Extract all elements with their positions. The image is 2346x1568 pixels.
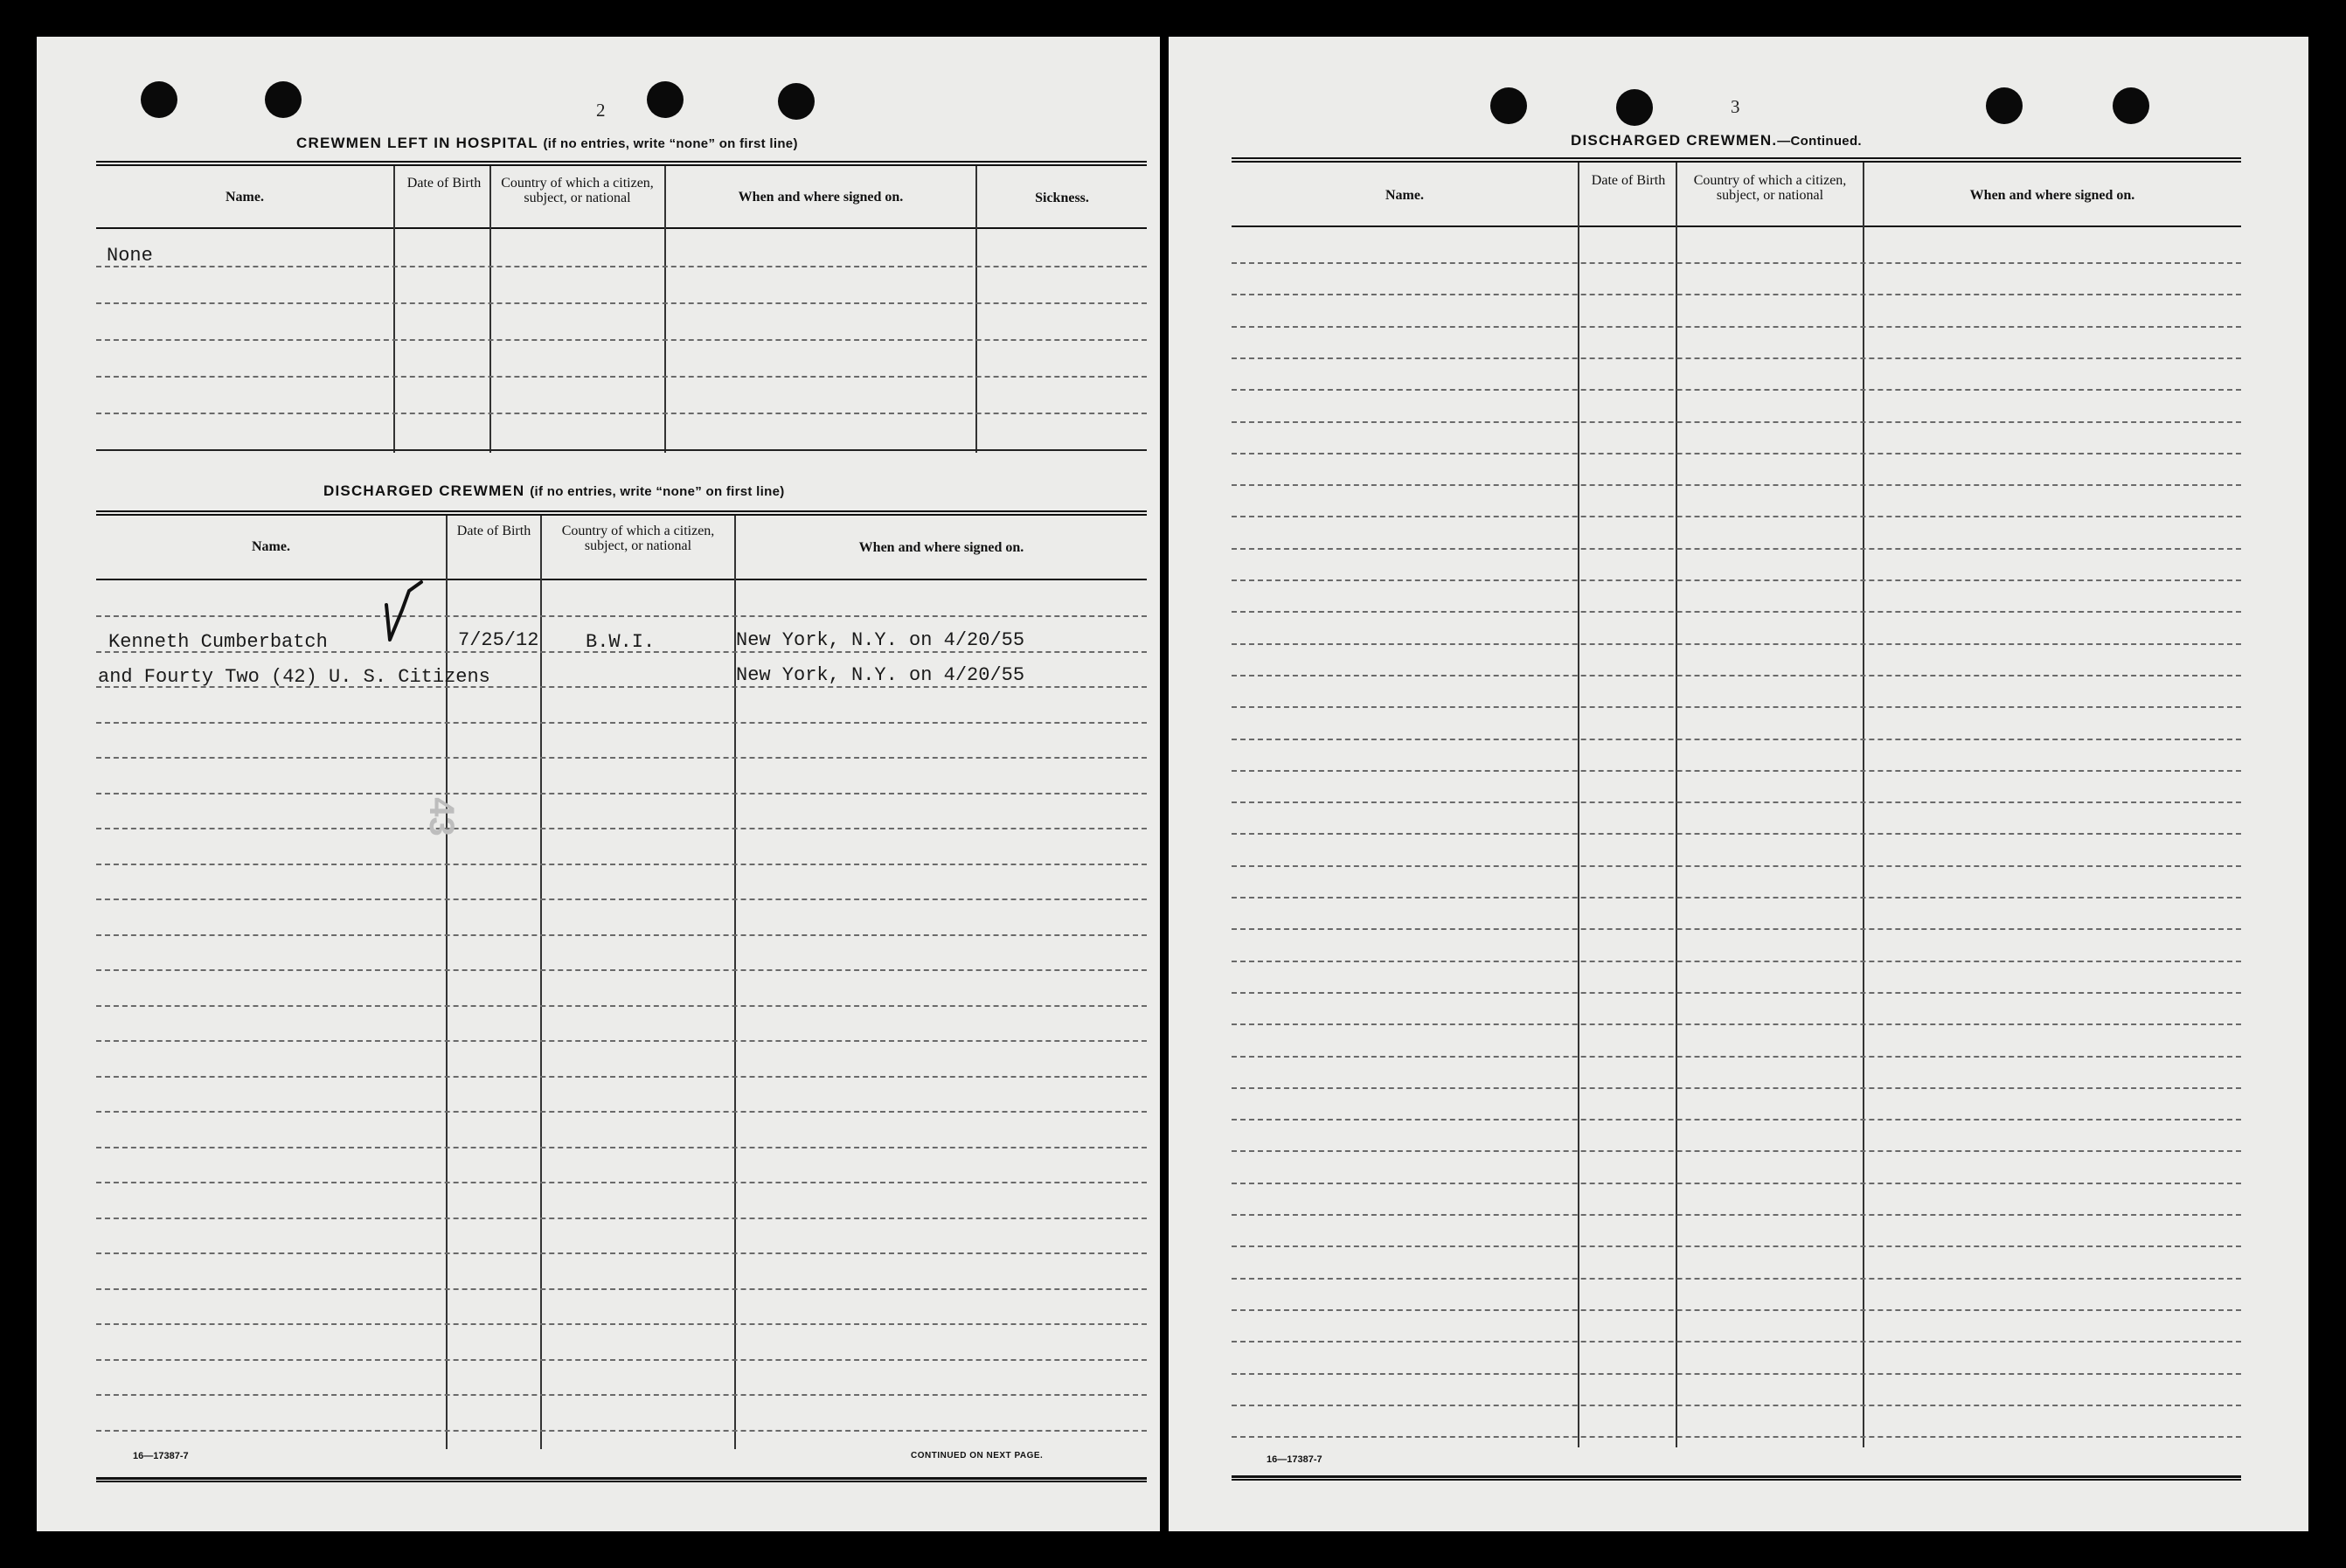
- col-header-country: Country of which a citizen, subject, or national: [1693, 173, 1847, 203]
- ruled-line: [1232, 389, 2241, 391]
- punch-hole: [778, 83, 815, 120]
- ruled-line: [1232, 421, 2241, 423]
- ruled-line: [96, 1359, 1147, 1361]
- punch-hole: [1616, 89, 1653, 126]
- discharged-continued-table: [1232, 157, 2241, 1486]
- ruled-line: [1232, 1056, 2241, 1058]
- checkmark-icon: [383, 579, 427, 649]
- ruled-line: [1232, 1150, 2241, 1152]
- ruled-line: [1232, 1405, 2241, 1406]
- ruled-line: [96, 1394, 1147, 1396]
- ruled-line: [1232, 865, 2241, 867]
- crewman-signed-on: New York, N.Y. on 4/20/55: [736, 664, 1025, 686]
- ruled-line: [1232, 928, 2241, 930]
- left-page: [37, 37, 1160, 1531]
- punch-hole: [265, 81, 302, 118]
- discharged-title: DISCHARGED CREWMEN: [323, 482, 525, 499]
- ruled-line: [1232, 1341, 2241, 1343]
- hospital-subtitle: (if no entries, write “none” on first line): [543, 136, 798, 151]
- ruled-line: [96, 1323, 1147, 1325]
- ruled-line: [1232, 1119, 2241, 1120]
- punch-hole: [2113, 87, 2149, 124]
- punch-hole: [1490, 87, 1527, 124]
- ruled-line: [96, 898, 1147, 900]
- col-header-dob: Date of Birth: [456, 524, 531, 538]
- ruled-line: [96, 969, 1147, 971]
- discharged-title: DISCHARGED CREWMEN.: [1571, 132, 1778, 149]
- col-header-dob: Date of Birth: [1591, 173, 1666, 188]
- ruled-line: [96, 1182, 1147, 1183]
- punch-hole: [1986, 87, 2023, 124]
- col-header-name: Name.: [1385, 188, 1424, 203]
- discharged-section-title: [323, 482, 785, 500]
- col-header-name: Name.: [226, 190, 264, 205]
- ruled-line: [1232, 1309, 2241, 1311]
- col-header-signed-on: When and where signed on.: [858, 540, 1024, 555]
- form-code: 16—17387-7: [133, 1451, 189, 1461]
- continued-suffix: —Continued.: [1777, 134, 1862, 149]
- ruled-line: [1232, 1023, 2241, 1025]
- discharged-continued-title: [1571, 132, 1862, 149]
- ruled-line: [1232, 611, 2241, 613]
- ruled-line: [96, 793, 1147, 794]
- page-number: 3: [1731, 96, 1740, 117]
- crewman-name: and Fourty Two (42) U. S. Citizens: [98, 666, 490, 688]
- col-header-country: Country of which a citizen, subject, or national: [561, 524, 715, 553]
- discharged-table: [96, 510, 1147, 1463]
- ruled-line: [1232, 357, 2241, 359]
- ruled-line: [96, 934, 1147, 936]
- ruled-line: [96, 615, 1147, 617]
- form-code: 16—17387-7: [1267, 1454, 1322, 1465]
- ruled-line: [1232, 1087, 2241, 1089]
- hospital-title: CREWMEN LEFT IN HOSPITAL: [296, 135, 538, 151]
- discharged-subtitle: (if no entries, write “none” on first line): [530, 484, 785, 499]
- ruled-line: [1232, 548, 2241, 550]
- ruled-line: [96, 1111, 1147, 1113]
- ruled-line: [1232, 897, 2241, 898]
- ruled-line: [1232, 1278, 2241, 1280]
- ruled-line: [1232, 770, 2241, 772]
- ruled-line: [1232, 961, 2241, 962]
- ruled-line: [96, 1147, 1147, 1148]
- ruled-line: [1232, 294, 2241, 295]
- ruled-line: [96, 828, 1147, 829]
- ruled-line: [96, 1252, 1147, 1254]
- ruled-line: [96, 1218, 1147, 1219]
- ruled-line: [1232, 453, 2241, 454]
- ruled-line: [96, 1076, 1147, 1078]
- hospital-entry-none: None: [107, 245, 153, 267]
- crewman-country: B.W.I.: [586, 631, 656, 653]
- ruled-line: [1232, 675, 2241, 676]
- crewman-name: Kenneth Cumberbatch: [108, 631, 328, 653]
- page-number: 2: [596, 100, 606, 121]
- ruled-line: [1232, 801, 2241, 803]
- right-page: [1169, 37, 2308, 1531]
- ruled-line: [1232, 1245, 2241, 1247]
- ruled-line: [1232, 833, 2241, 835]
- hospital-section-title: [296, 135, 798, 152]
- ruled-line: [1232, 643, 2241, 645]
- ruled-line: [1232, 516, 2241, 517]
- ruled-line: [1232, 706, 2241, 708]
- col-header-sickness: Sickness.: [1035, 191, 1089, 205]
- ruled-line: [1232, 739, 2241, 740]
- ruled-line: [1232, 326, 2241, 328]
- ruled-line: [96, 757, 1147, 759]
- ruled-line: [96, 722, 1147, 724]
- ruled-line: [1232, 579, 2241, 581]
- continued-note: CONTINUED ON NEXT PAGE.: [911, 1451, 1044, 1460]
- ruled-line: [1232, 262, 2241, 264]
- ruled-line: [1232, 1214, 2241, 1216]
- ruled-line: [96, 1288, 1147, 1290]
- ruled-line: [96, 1005, 1147, 1007]
- col-header-signed-on: When and where signed on.: [738, 190, 904, 205]
- col-header-signed-on: When and where signed on.: [1969, 188, 2135, 203]
- crewman-signed-on: New York, N.Y. on 4/20/55: [736, 629, 1025, 651]
- ruled-line: [1232, 484, 2241, 486]
- ruled-line: [1232, 992, 2241, 994]
- ruled-line: [1232, 1436, 2241, 1438]
- col-header-dob: Date of Birth: [406, 176, 482, 191]
- crewman-dob: 7/25/12: [458, 629, 539, 651]
- col-header-name: Name.: [252, 539, 290, 554]
- punch-hole: [141, 81, 177, 118]
- col-header-country: Country of which a citizen, subject, or national: [501, 176, 654, 205]
- ruled-line: [96, 1040, 1147, 1042]
- handwritten-count-mark: 43: [421, 797, 461, 836]
- ruled-line: [96, 864, 1147, 865]
- ruled-line: [1232, 1183, 2241, 1184]
- ruled-line: [1232, 1373, 2241, 1375]
- punch-hole: [647, 81, 684, 118]
- ruled-line: [96, 1430, 1147, 1432]
- hospital-table: [96, 161, 1147, 493]
